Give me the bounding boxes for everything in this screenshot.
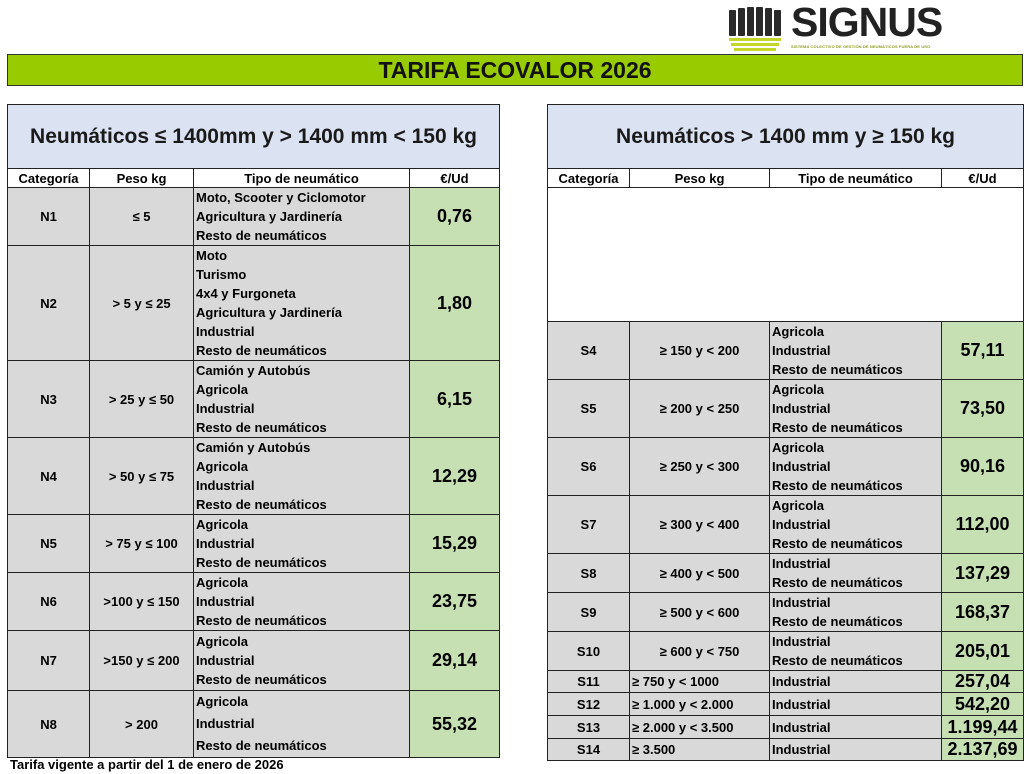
left-table-heading: Neumáticos ≤ 1400mm y > 1400 mm < 150 kg xyxy=(8,105,500,169)
table-row xyxy=(8,573,500,631)
price-cell: 542,20 xyxy=(942,693,1024,716)
tire-type-line: Camión y Autobús xyxy=(196,363,311,378)
category-cell: S6 xyxy=(548,438,630,496)
logo-tagline: SISTEMA COLECTIVO DE GESTIÓN DE NEUMÁTICOS FUERA DE USO xyxy=(791,44,931,49)
weight-cell: ≥ 500 y < 600 xyxy=(630,593,770,632)
weight-cell: ≥ 300 y < 400 xyxy=(630,496,770,554)
price-cell: 15,29 xyxy=(410,515,500,573)
tire-type-line: Industrial xyxy=(772,343,831,358)
tire-type-cell xyxy=(194,246,410,361)
tire-type-line: Industrial xyxy=(196,478,255,493)
weight-cell: ≥ 600 y < 750 xyxy=(630,632,770,671)
table-row xyxy=(548,693,1024,716)
col-header-precio: €/Ud xyxy=(942,169,1024,188)
weight-cell: ≤ 5 xyxy=(90,188,194,246)
tire-type-line: Resto de neumáticos xyxy=(772,653,903,668)
price-cell: 1.199,44 xyxy=(942,716,1024,739)
category-cell: S10 xyxy=(548,632,630,671)
tire-type-line: Resto de neumáticos xyxy=(196,228,327,243)
tire-type-line: Agricola xyxy=(772,324,825,339)
price-cell: 0,76 xyxy=(410,188,500,246)
category-cell: S11 xyxy=(548,671,630,693)
tire-type-line: Agricola xyxy=(772,498,825,513)
tire-type-cell xyxy=(194,188,410,246)
weight-cell: ≥ 250 y < 300 xyxy=(630,438,770,496)
tire-type-line: Industrial xyxy=(772,517,831,532)
tire-type-line: Industrial xyxy=(772,556,831,571)
weight-cell: > 200 xyxy=(90,691,194,758)
tire-type-line: Agricola xyxy=(196,517,249,532)
category-cell: N4 xyxy=(8,438,90,515)
tire-type-cell xyxy=(770,716,942,739)
table-row xyxy=(8,631,500,691)
weight-cell: ≥ 750 y < 1000 xyxy=(630,671,770,693)
table-row xyxy=(8,246,500,361)
tire-type-line: Resto de neumáticos xyxy=(772,575,903,590)
tire-type-cell xyxy=(770,322,942,380)
tire-type-cell xyxy=(770,496,942,554)
tire-type-line: Industrial xyxy=(772,401,831,416)
category-cell: N8 xyxy=(8,691,90,758)
tire-type-line: Industrial xyxy=(196,324,255,339)
price-cell: 57,11 xyxy=(942,322,1024,380)
left-tariff-table xyxy=(7,104,500,758)
col-header-tipo: Tipo de neumático xyxy=(194,169,410,188)
price-cell: 257,04 xyxy=(942,671,1024,693)
table-row xyxy=(548,716,1024,739)
tire-type-line: Resto de neumáticos xyxy=(196,555,327,570)
footnote: Tarifa vigente a partir del 1 de enero de 2026 xyxy=(10,757,284,772)
col-header-precio: €/Ud xyxy=(410,169,500,188)
category-cell: S4 xyxy=(548,322,630,380)
table-row xyxy=(548,322,1024,380)
category-cell: S8 xyxy=(548,554,630,593)
tire-type-cell xyxy=(770,632,942,671)
category-cell: N5 xyxy=(8,515,90,573)
tire-type-cell xyxy=(194,438,410,515)
tire-type-line: Agricola xyxy=(196,382,249,397)
price-cell: 23,75 xyxy=(410,573,500,631)
tire-type-line: Industrial xyxy=(772,459,831,474)
tire-type-line: Industrial xyxy=(196,716,255,731)
tire-type-line: Resto de neumáticos xyxy=(772,420,903,435)
empty-block xyxy=(548,188,1024,322)
table-row xyxy=(548,380,1024,438)
weight-cell: ≥ 400 y < 500 xyxy=(630,554,770,593)
title-bar xyxy=(7,54,1023,86)
table-row xyxy=(548,496,1024,554)
tire-type-line: Resto de neumáticos xyxy=(196,738,327,753)
weight-cell: >150 y ≤ 200 xyxy=(90,631,194,691)
price-cell: 1,80 xyxy=(410,246,500,361)
tire-type-line: Industrial xyxy=(772,634,831,649)
price-cell: 2.137,69 xyxy=(942,739,1024,761)
tire-type-line: Industrial xyxy=(772,696,831,712)
col-header-peso: Peso kg xyxy=(630,169,770,188)
page-title: TARIFA ECOVALOR 2026 xyxy=(378,57,652,83)
table-row xyxy=(8,438,500,515)
tire-type-cell xyxy=(194,573,410,631)
price-cell: 168,37 xyxy=(942,593,1024,632)
category-cell: N1 xyxy=(8,188,90,246)
logo-wordmark: SIGNUS xyxy=(791,0,943,45)
tire-type-line: Industrial xyxy=(772,674,831,689)
tire-type-line: Camión y Autobús xyxy=(196,440,311,455)
tire-type-line: Resto de neumáticos xyxy=(772,478,903,493)
tire-type-line: Agricola xyxy=(196,575,249,590)
price-cell: 90,16 xyxy=(942,438,1024,496)
tire-type-line: Industrial xyxy=(772,742,831,757)
table-row xyxy=(548,593,1024,632)
right-table-heading: Neumáticos > 1400 mm y ≥ 150 kg xyxy=(548,105,1024,169)
weight-cell: ≥ 1.000 y < 2.000 xyxy=(630,693,770,716)
price-cell: 12,29 xyxy=(410,438,500,515)
tire-type-line: Agricultura y Jardinería xyxy=(196,209,342,224)
weight-cell: > 5 y ≤ 25 xyxy=(90,246,194,361)
weight-cell: >100 y ≤ 150 xyxy=(90,573,194,631)
tire-type-line: Agricultura y Jardinería xyxy=(196,305,342,320)
category-cell: S7 xyxy=(548,496,630,554)
tire-type-line: Resto de neumáticos xyxy=(196,613,327,628)
weight-cell: > 25 y ≤ 50 xyxy=(90,361,194,438)
tire-type-line: Industrial xyxy=(772,595,831,610)
table-row xyxy=(8,188,500,246)
table-row xyxy=(548,554,1024,593)
price-cell: 112,00 xyxy=(942,496,1024,554)
price-cell: 6,15 xyxy=(410,361,500,438)
col-header-tipo: Tipo de neumático xyxy=(770,169,942,188)
tire-type-line: Agricola xyxy=(196,694,249,709)
tire-type-line: Resto de neumáticos xyxy=(196,672,327,687)
table-row xyxy=(548,739,1024,761)
tire-type-line: 4x4 y Furgoneta xyxy=(196,286,296,301)
signus-logo xyxy=(727,2,952,54)
category-cell: N3 xyxy=(8,361,90,438)
tire-type-line: Agricola xyxy=(772,382,825,397)
tire-type-cell xyxy=(770,671,942,693)
price-cell: 137,29 xyxy=(942,554,1024,593)
category-cell: N6 xyxy=(8,573,90,631)
weight-cell: > 50 y ≤ 75 xyxy=(90,438,194,515)
tire-type-cell xyxy=(194,515,410,573)
tire-type-cell xyxy=(770,380,942,438)
tire-type-line: Agricola xyxy=(196,634,249,649)
price-cell: 73,50 xyxy=(942,380,1024,438)
tire-type-line: Agricola xyxy=(196,459,249,474)
price-cell: 205,01 xyxy=(942,632,1024,671)
category-cell: S5 xyxy=(548,380,630,438)
tire-type-line: Industrial xyxy=(196,594,255,609)
tire-type-line: Resto de neumáticos xyxy=(772,362,903,377)
tire-type-cell xyxy=(770,554,942,593)
tire-type-cell xyxy=(770,739,942,761)
right-tariff-table xyxy=(547,104,1024,761)
tire-type-line: Turismo xyxy=(196,267,247,282)
table-row xyxy=(548,438,1024,496)
tire-type-cell xyxy=(194,691,410,758)
table-row xyxy=(8,691,500,758)
tire-type-cell xyxy=(770,438,942,496)
table-row xyxy=(8,361,500,438)
category-cell: S13 xyxy=(548,716,630,739)
tire-type-line: Industrial xyxy=(196,653,255,668)
tire-type-line: Moto xyxy=(196,248,228,263)
col-header-categoria: Categoría xyxy=(8,169,90,188)
tire-type-line: Moto, Scooter y Ciclomotor xyxy=(196,190,366,205)
tire-type-line: Resto de neumáticos xyxy=(772,614,903,629)
tire-type-line: Resto de neumáticos xyxy=(196,343,327,358)
price-cell: 55,32 xyxy=(410,691,500,758)
tire-type-line: Industrial xyxy=(196,536,255,551)
tire-type-line: Industrial xyxy=(196,401,255,416)
tire-type-line: Resto de neumáticos xyxy=(196,420,327,435)
tire-type-cell xyxy=(770,693,942,716)
tire-type-line: Agricola xyxy=(772,440,825,455)
table-row xyxy=(548,671,1024,693)
tire-type-line: Industrial xyxy=(772,719,831,735)
category-cell: S9 xyxy=(548,593,630,632)
tire-type-line: Resto de neumáticos xyxy=(772,536,903,551)
category-cell: N2 xyxy=(8,246,90,361)
col-header-categoria: Categoría xyxy=(548,169,630,188)
tire-type-cell xyxy=(194,361,410,438)
tire-type-cell xyxy=(194,631,410,691)
weight-cell: ≥ 3.500 xyxy=(630,739,770,761)
category-cell: N7 xyxy=(8,631,90,691)
category-cell: S14 xyxy=(548,739,630,761)
col-header-peso: Peso kg xyxy=(90,169,194,188)
tire-type-cell xyxy=(770,593,942,632)
weight-cell: ≥ 200 y < 250 xyxy=(630,380,770,438)
weight-cell: ≥ 2.000 y < 3.500 xyxy=(630,716,770,739)
table-row xyxy=(8,515,500,573)
price-cell: 29,14 xyxy=(410,631,500,691)
weight-cell: > 75 y ≤ 100 xyxy=(90,515,194,573)
tire-type-line: Resto de neumáticos xyxy=(196,497,327,512)
category-cell: S12 xyxy=(548,693,630,716)
weight-cell: ≥ 150 y < 200 xyxy=(630,322,770,380)
tire-logo-icon xyxy=(727,6,785,52)
table-row xyxy=(548,632,1024,671)
